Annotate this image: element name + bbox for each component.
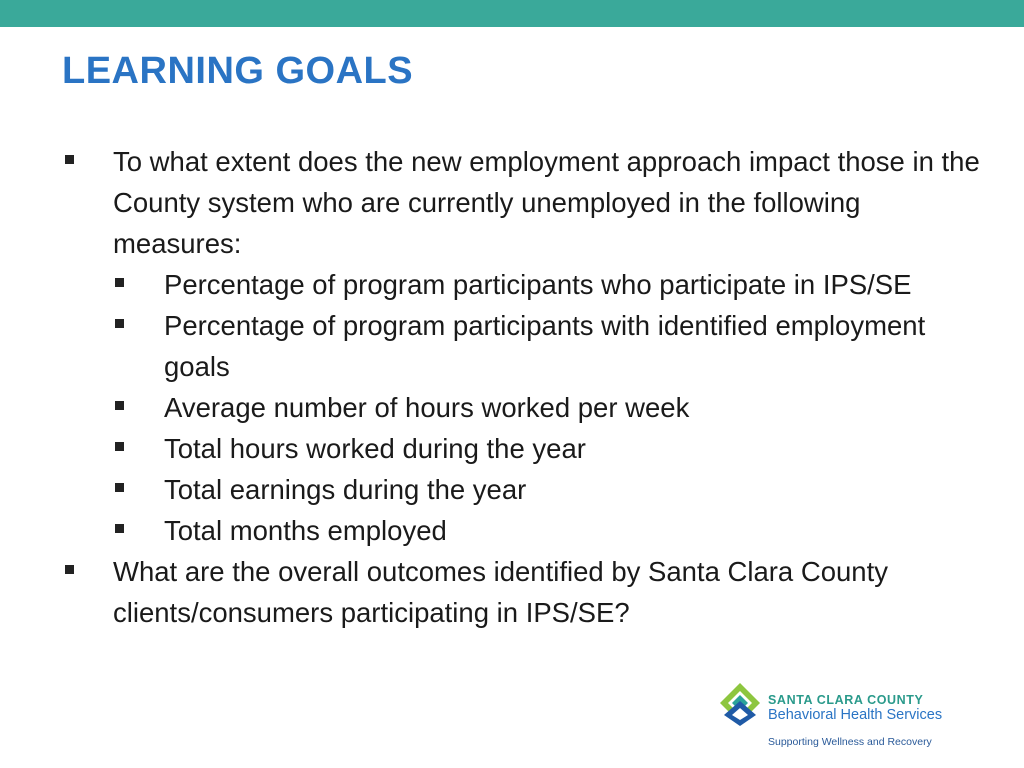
sub-bullet-text: Average number of hours worked per week: [164, 392, 690, 423]
bullet-item: [62, 141, 992, 264]
slide-title: LEARNING GOALS: [62, 50, 414, 92]
logo-county-name: SANTA CLARA COUNTY: [768, 693, 924, 707]
sub-bullet-text: Total months employed: [164, 515, 447, 546]
square-bullet-icon: [65, 565, 74, 574]
bullet-text: What are the overall outcomes identified by Santa Clara County clients/consumers participating in IPS/SE?: [113, 556, 888, 628]
sub-bullet-text: Total hours worked during the year: [164, 433, 586, 464]
sub-bullet-text: Percentage of program participants with identified employment goals: [164, 310, 926, 382]
logo-tagline: Supporting Wellness and Recovery: [768, 736, 932, 748]
top-accent-band: [0, 0, 1024, 27]
sub-bullet-item: [62, 428, 992, 469]
sub-bullet-item: [62, 510, 992, 551]
bullet-item: [62, 551, 992, 633]
logo-department: Behavioral Health Services: [768, 707, 943, 723]
square-bullet-icon: [115, 483, 124, 492]
square-bullet-icon: [115, 319, 124, 328]
sub-bullet-text: Percentage of program participants who participate in IPS/SE: [164, 269, 912, 300]
sub-bullet-item: [62, 387, 992, 428]
square-bullet-icon: [115, 401, 124, 410]
sub-bullet-item: [62, 469, 992, 510]
sub-bullet-text: Total earnings during the year: [164, 474, 527, 505]
bullet-text: To what extent does the new employment approach impact those in the County system who are currently unemployed in the following measures:: [113, 146, 980, 259]
bullet-list: [62, 141, 992, 633]
sub-bullet-item: [62, 264, 992, 305]
sub-bullet-item: [62, 305, 992, 387]
square-bullet-icon: [115, 442, 124, 451]
square-bullet-icon: [65, 155, 74, 164]
diamond-logo-icon: [720, 683, 760, 726]
square-bullet-icon: [115, 278, 124, 287]
square-bullet-icon: [115, 524, 124, 533]
logo-text-block: [768, 693, 942, 748]
